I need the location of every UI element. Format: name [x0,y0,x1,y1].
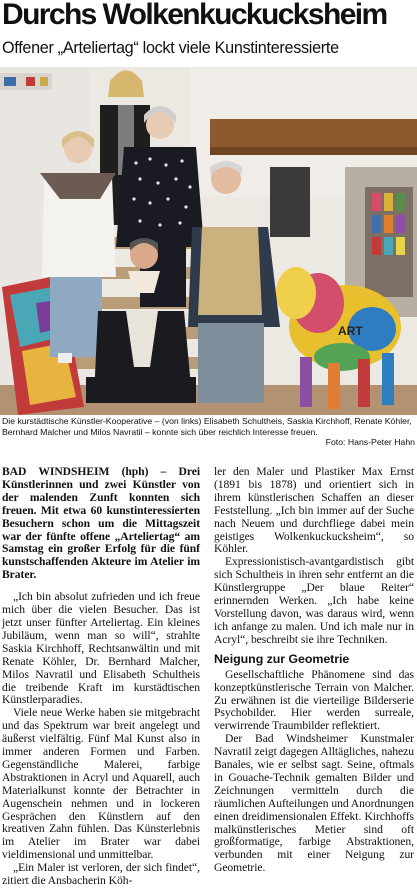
body-paragraph: Expressionistisch-avantgardistisch gibt sich Schultheis in ihren sehr entfernt an die Künstlergruppe „Der blaue Reiter“ erinnernden Werken. „Ich habe keine Vorstellung davon, was daraus wird, wenn ich anfange zu malen. Und ich male nur in Acryl“, beschreibt sie ihre Techniken. [214,555,414,646]
artwork-lettering: ART [338,324,363,338]
body-paragraph: Viele neue Werke haben sie mitgebracht und das Spektrum war breit angelegt und äußerst vielfältig. Fünf Mal Kunst also in immer anderen Formen und Farben. Gegenständliche Malerei, farbige Abstraktionen in Acryl und Aquarell, auch Materialkunst konnte der Betrachter in Augenschein nehmen und in lockeren Gesprächen den Künstlern auf den kreativen Zahn fühlen. Das Künsterlebnis im Atelier im Brater war dabei vieldimensional und unmittelbar. [2,706,200,862]
article-column-left [2,466,200,888]
group-photo [0,67,417,415]
body-paragraph: Der Bad Windsheimer Kunstmaler Navratil zeigt dagegen Alltägliches, nahezu Banales, wie er selbst sagt. Seine, oftmals in Gouache-Technik gemalten Bilder und Zeichnungen vermitteln durch die räumlichen Aufteilungen und Anordnungen einen dreidimensionalen Effekt. Kirchhoffs malkünstlerisches Metier sind oft großformatige, farbige Abstraktionen, verbunden mit einer Neigung zur Geometrie. [214,732,414,875]
photo-credit: Foto: Hans-Peter Hahn [325,437,415,448]
lead-paragraph: BAD WINDSHEIM (hph) – Drei Künstlerinnen und zwei Künstler von der malenden Zunft konnten sich freuen. Mit etwa 60 kunstinteressierten Besuchern schon um die Mittagszeit war der fünfte offene „Arteliertag“ am Samstag ein großer Erfolg für die fünf kunstschaffenden Akteure im Atelier im Brater. [2,465,200,582]
headline: Durchs Wolkenkuckucksheim [2,0,387,31]
body-paragraph: „Ich bin absolut zufrieden und ich freue mich über die vielen Besucher. Das ist jetzt unser fünfter Arteliertag. Ein kleines Jubiläum, wenn man so will“, strahlte Saskia Kirchhoff, Rechtsanwältin und mit Renate Köhler, Dr. Bernhard Malcher, Milos Navratil und Elisabeth Schultheis die treibende Kraft im kurstädtischen Künstlerparadies. [2,590,200,707]
caption-text: Die kurstädtische Künstler-Kooperative – (von links) Elisabeth Schultheis, Saskia Kirchhoff, Renate Köhler, Bernhard Malcher und Milos Navratil – konnte sich über reichlich Interesse freuen. [2,416,412,437]
subheadline: Offener „Arteliertag“ lockt viele Kunstinteressierte [2,39,339,57]
article-column-right [214,466,414,875]
section-subheading: Neigung zur Geometrie [214,651,350,666]
body-paragraph: „Ein Maler ist verloren, der sich findet“, zitiert die Ansbacherin Köh- [2,861,200,888]
body-paragraph: Gesellschaftliche Phänomene sind das konzeptkünstlerische Terrain von Malcher. Zu erwähnen ist die vierteilige Bilderserie Psychobilder. Hier werden surreale, verwirrende Traumbilder reflektiert. [214,667,414,733]
body-paragraph: ler den Maler und Plastiker Max Ernst (1891 bis 1878) und orientiert sich in ihrem künstlerischen Schaffen an dieser Feststellung. „Ich bin immer auf der Suche nach Neuem und durchfliege dabei mein geistiges Wolkenkuckucksheim“, so Köhler. [214,465,414,556]
photo-caption [2,416,415,448]
